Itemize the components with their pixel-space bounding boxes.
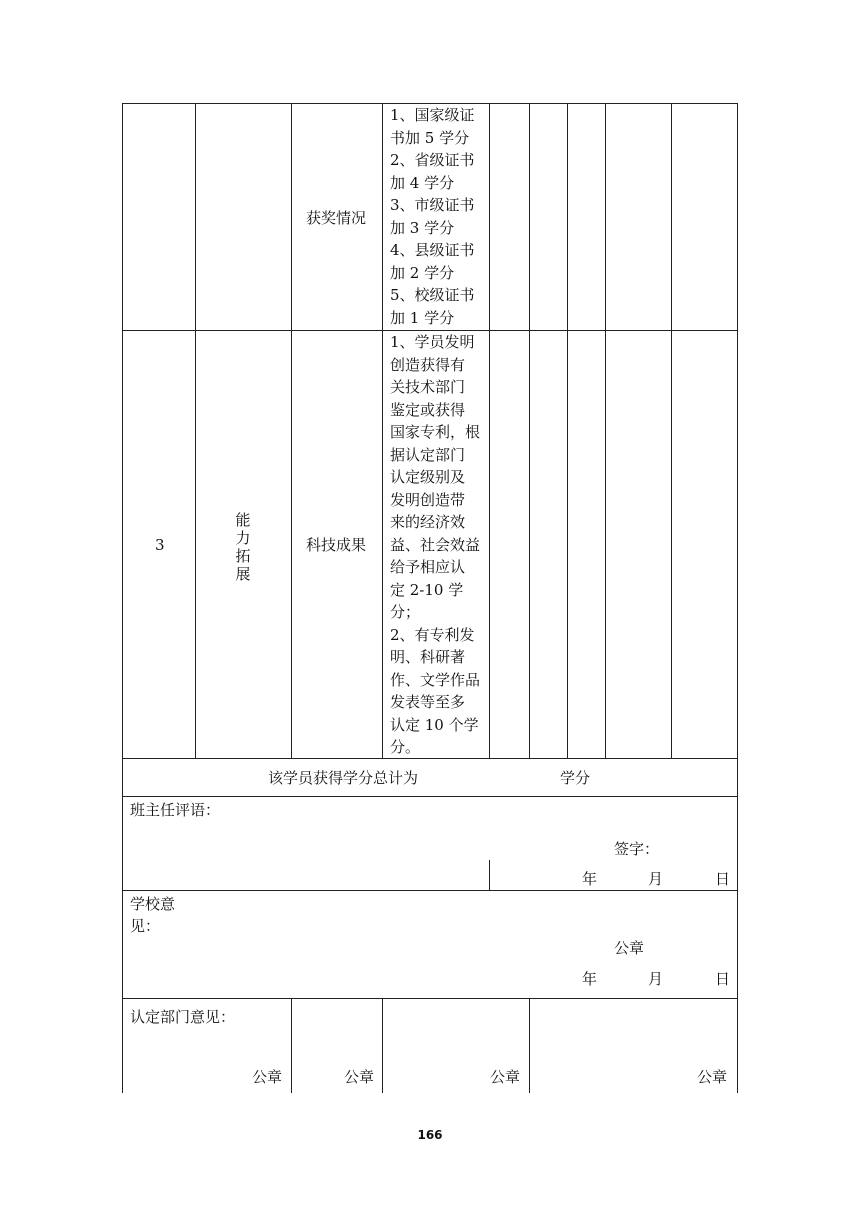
criteria-line: 认定 10 个学 xyxy=(390,715,479,734)
criteria-line: 1、国家级证 xyxy=(390,106,475,124)
criteria-line: 1、学员发明 xyxy=(390,333,475,351)
category-ability-expansion xyxy=(232,511,254,583)
criteria-line: 益、社会效益 xyxy=(390,535,481,554)
row-divider xyxy=(122,998,738,999)
teacher-comment-label: 班主任评语： xyxy=(130,801,221,819)
school-date-month: 月 xyxy=(648,970,664,988)
criteria-line: 发表等至多 xyxy=(390,693,466,711)
criteria-line: 4、县级证书 xyxy=(390,241,475,259)
criteria-awards xyxy=(390,104,486,329)
total-unit: 学分 xyxy=(560,769,591,787)
teacher-date-year: 年 xyxy=(582,870,598,888)
table-left-border xyxy=(122,103,123,1093)
criteria-line: 加 1 学分 xyxy=(390,308,455,327)
item-tech: 科技成果 xyxy=(306,536,367,554)
dept-seal-2: 公章 xyxy=(344,1068,375,1086)
dept-seal-3: 公章 xyxy=(490,1068,521,1086)
school-date-day: 日 xyxy=(715,970,731,988)
criteria-line: 分。 xyxy=(390,738,421,756)
teacher-date-month: 月 xyxy=(648,870,664,888)
column-divider xyxy=(605,103,606,758)
category-char: 力 xyxy=(235,529,251,547)
column-divider xyxy=(382,103,383,758)
criteria-line: 发明创造带 xyxy=(390,490,466,509)
criteria-line: 5、校级证书 xyxy=(390,286,475,304)
criteria-line: 2、省级证书 xyxy=(390,151,475,169)
category-char: 拓 xyxy=(235,547,251,565)
school-opinion-label: 学校意 xyxy=(130,895,176,913)
column-divider xyxy=(567,103,568,758)
category-char: 展 xyxy=(235,565,251,583)
dept-seal-1: 公章 xyxy=(252,1068,283,1086)
criteria-line: 国家专利，根 xyxy=(390,423,481,441)
row-number: 3 xyxy=(155,536,165,554)
criteria-line: 加 3 学分 xyxy=(390,218,455,237)
criteria-tech xyxy=(390,331,486,759)
row-divider xyxy=(122,890,738,891)
total-label: 该学员获得学分总计为 xyxy=(268,769,419,787)
column-divider xyxy=(529,103,530,758)
dept-seal-4: 公章 xyxy=(697,1068,728,1086)
criteria-line: 加 4 学分 xyxy=(390,173,455,192)
column-divider xyxy=(671,103,672,758)
column-divider xyxy=(195,103,196,758)
school-date-year: 年 xyxy=(582,970,598,988)
row-divider xyxy=(122,796,738,797)
criteria-line: 据认定部门 xyxy=(390,445,466,464)
criteria-line: 给予相应认 xyxy=(390,558,466,576)
criteria-line: 来的经济效 xyxy=(390,513,466,531)
signature-divider xyxy=(489,860,490,890)
criteria-line: 关技术部门 xyxy=(390,378,466,396)
criteria-line: 创造获得有 xyxy=(390,355,466,374)
criteria-line: 作、文学作品 xyxy=(390,670,481,689)
column-divider xyxy=(529,998,530,1093)
criteria-line: 2、有专利发 xyxy=(390,625,475,644)
column-divider xyxy=(382,998,383,1093)
teacher-date-day: 日 xyxy=(715,870,731,888)
column-divider xyxy=(291,103,292,758)
school-opinion-label-cont: 见： xyxy=(130,917,161,935)
criteria-line: 书加 5 学分 xyxy=(390,128,470,147)
criteria-line: 认定级别及 xyxy=(390,468,466,486)
item-awards: 获奖情况 xyxy=(306,209,367,227)
table-right-border xyxy=(737,103,738,1093)
column-divider xyxy=(291,998,292,1093)
dept-opinion-label: 认定部门意见： xyxy=(130,1008,236,1026)
page-number: 166 xyxy=(417,1128,443,1142)
criteria-line: 分； xyxy=(390,603,421,621)
criteria-line: 3、市级证书 xyxy=(390,196,475,214)
teacher-sign-label: 签字： xyxy=(614,840,660,858)
school-seal-label: 公章 xyxy=(614,939,645,957)
category-char: 能 xyxy=(235,511,251,529)
criteria-line: 明、科研著 xyxy=(390,648,466,666)
criteria-line: 定 2-10 学 xyxy=(390,580,464,599)
column-divider xyxy=(489,103,490,758)
criteria-line: 加 2 学分 xyxy=(390,263,455,282)
criteria-line: 鉴定或获得 xyxy=(390,400,466,419)
